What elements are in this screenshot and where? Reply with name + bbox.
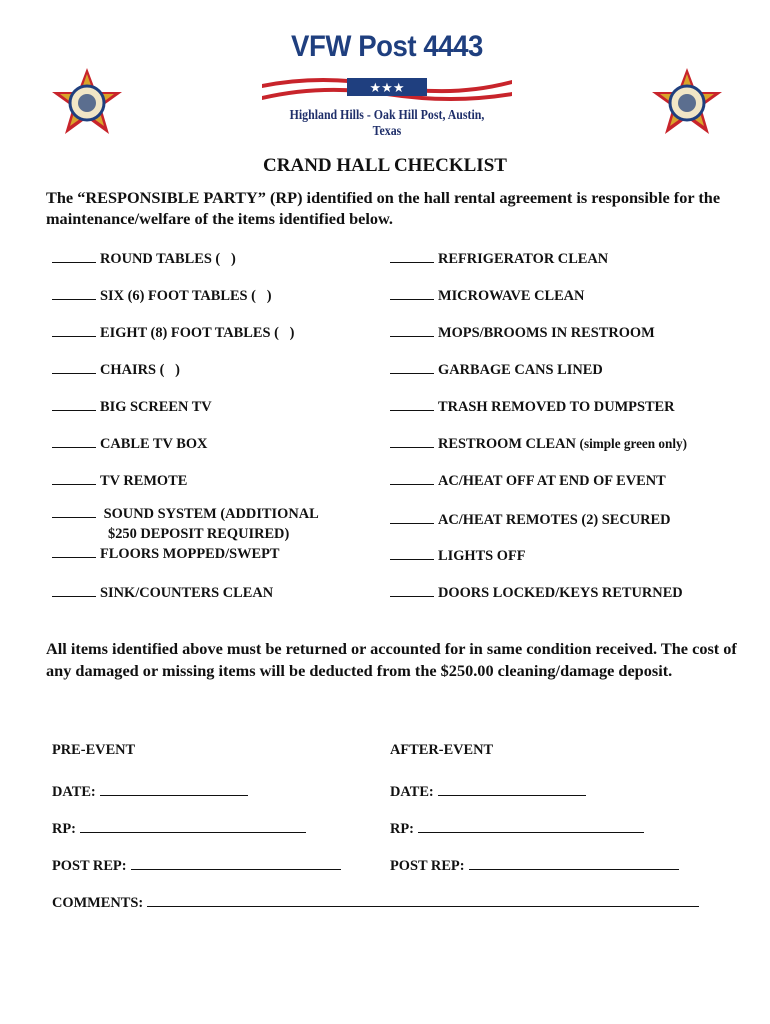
- checklist-item[interactable]: BIG SCREEN TV: [52, 397, 212, 416]
- check-blank[interactable]: [52, 471, 96, 485]
- svg-text:★★★: ★★★: [369, 81, 405, 96]
- deposit-notice: All items identified above must be returned or accounted for in same condition received. The cost of any damaged or missing items will be deducted from the $250.00 cleaning/damage deposit.: [46, 639, 737, 680]
- vfw-emblem-left-icon: [50, 66, 124, 144]
- banner-subtitle: Highland Hills - Oak Hill Post, Austin, Texas: [289, 107, 485, 138]
- checklist-row: [52, 360, 732, 380]
- after-date-line[interactable]: [438, 781, 586, 796]
- check-blank[interactable]: [390, 471, 434, 485]
- page-title: CRAND HALL CHECKLIST: [263, 155, 507, 176]
- check-blank[interactable]: [390, 249, 434, 263]
- vfw-emblem-right-icon: [650, 66, 724, 144]
- check-blank[interactable]: [52, 434, 96, 448]
- signoff-headers: [52, 742, 712, 764]
- checklist-item[interactable]: DOORS LOCKED/KEYS RETURNED: [390, 583, 683, 602]
- checklist-item[interactable]: LIGHTS OFF: [390, 546, 526, 565]
- check-blank[interactable]: [390, 286, 434, 300]
- checklist-item[interactable]: MICROWAVE CLEAN: [390, 286, 584, 305]
- checklist-row: [52, 583, 732, 603]
- post-rep-row: [52, 855, 712, 877]
- checklist-row: [52, 397, 732, 417]
- pre-event-heading: PRE-EVENT: [52, 742, 136, 758]
- check-blank[interactable]: [390, 510, 434, 524]
- checklist-row: [52, 249, 732, 269]
- date-row: [52, 781, 712, 803]
- checklist-item[interactable]: TV REMOTE: [52, 471, 187, 490]
- rp-row: [52, 818, 712, 840]
- checklist-row: [52, 510, 732, 530]
- pre-post-rep-line[interactable]: [131, 855, 341, 870]
- after-event-heading: AFTER-EVENT: [390, 742, 494, 758]
- check-blank[interactable]: [52, 397, 96, 411]
- pre-rp-line[interactable]: [80, 818, 306, 833]
- after-date-field[interactable]: DATE:: [390, 781, 586, 801]
- header-banner: [262, 30, 512, 138]
- pre-post-rep-field[interactable]: POST REP:: [52, 855, 341, 875]
- checklist-item[interactable]: RESTROOM CLEAN (simple green only): [390, 434, 687, 453]
- check-blank[interactable]: [390, 583, 434, 597]
- comments-field[interactable]: COMMENTS:: [52, 892, 699, 912]
- checklist-row: [52, 546, 732, 566]
- pre-date-line[interactable]: [100, 781, 248, 796]
- checklist-item[interactable]: TRASH REMOVED TO DUMPSTER: [390, 397, 675, 416]
- checklist-item[interactable]: EIGHT (8) FOOT TABLES ( ): [52, 323, 294, 342]
- check-blank[interactable]: [52, 249, 96, 263]
- check-blank[interactable]: [52, 286, 96, 300]
- check-blank[interactable]: [52, 583, 96, 597]
- checklist-item[interactable]: CHAIRS ( ): [52, 360, 180, 379]
- checklist-item[interactable]: SIX (6) FOOT TABLES ( ): [52, 286, 272, 305]
- pre-date-field[interactable]: DATE:: [52, 781, 248, 801]
- pre-rp-field[interactable]: RP:: [52, 818, 306, 838]
- after-rp-field[interactable]: RP:: [390, 818, 644, 838]
- check-blank[interactable]: [390, 323, 434, 337]
- checklist-item[interactable]: AC/HEAT REMOTES (2) SECURED: [390, 510, 671, 529]
- checklist-item[interactable]: ROUND TABLES ( ): [52, 249, 236, 268]
- intro-text: The “RESPONSIBLE PARTY” (RP) identified on the hall rental agreement is responsible for the maintenance/welfare of the items identified below.: [46, 188, 721, 228]
- checklist-row: [52, 471, 732, 491]
- check-blank[interactable]: [390, 546, 434, 560]
- checklist-item[interactable]: MOPS/BROOMS IN RESTROOM: [390, 323, 655, 342]
- checklist-row: [52, 323, 732, 343]
- check-blank[interactable]: [52, 323, 96, 337]
- banner-title: VFW Post 4443: [291, 30, 483, 63]
- checklist-item[interactable]: REFRIGERATOR CLEAN: [390, 249, 608, 268]
- comments-line[interactable]: [147, 892, 699, 907]
- checklist-item[interactable]: GARBAGE CANS LINED: [390, 360, 603, 379]
- after-post-rep-field[interactable]: POST REP:: [390, 855, 679, 875]
- checklist-item[interactable]: SINK/COUNTERS CLEAN: [52, 583, 273, 602]
- sound-system-item[interactable]: SOUND SYSTEM (ADDITIONAL $250 DEPOSIT REQUIRED) FLOORS MOPPED/SWEPT: [52, 504, 319, 564]
- after-post-rep-line[interactable]: [469, 855, 679, 870]
- check-blank[interactable]: [52, 360, 96, 374]
- after-rp-line[interactable]: [418, 818, 644, 833]
- check-blank[interactable]: [390, 434, 434, 448]
- checklist-item[interactable]: AC/HEAT OFF AT END OF EVENT: [390, 471, 666, 490]
- comments-row: [52, 892, 712, 914]
- restroom-note: (simple green only): [579, 436, 687, 451]
- checklist-row: [52, 434, 732, 454]
- checklist-row: [52, 286, 732, 306]
- checklist-item[interactable]: CABLE TV BOX: [52, 434, 207, 453]
- check-blank[interactable]: [390, 360, 434, 374]
- check-blank[interactable]: [390, 397, 434, 411]
